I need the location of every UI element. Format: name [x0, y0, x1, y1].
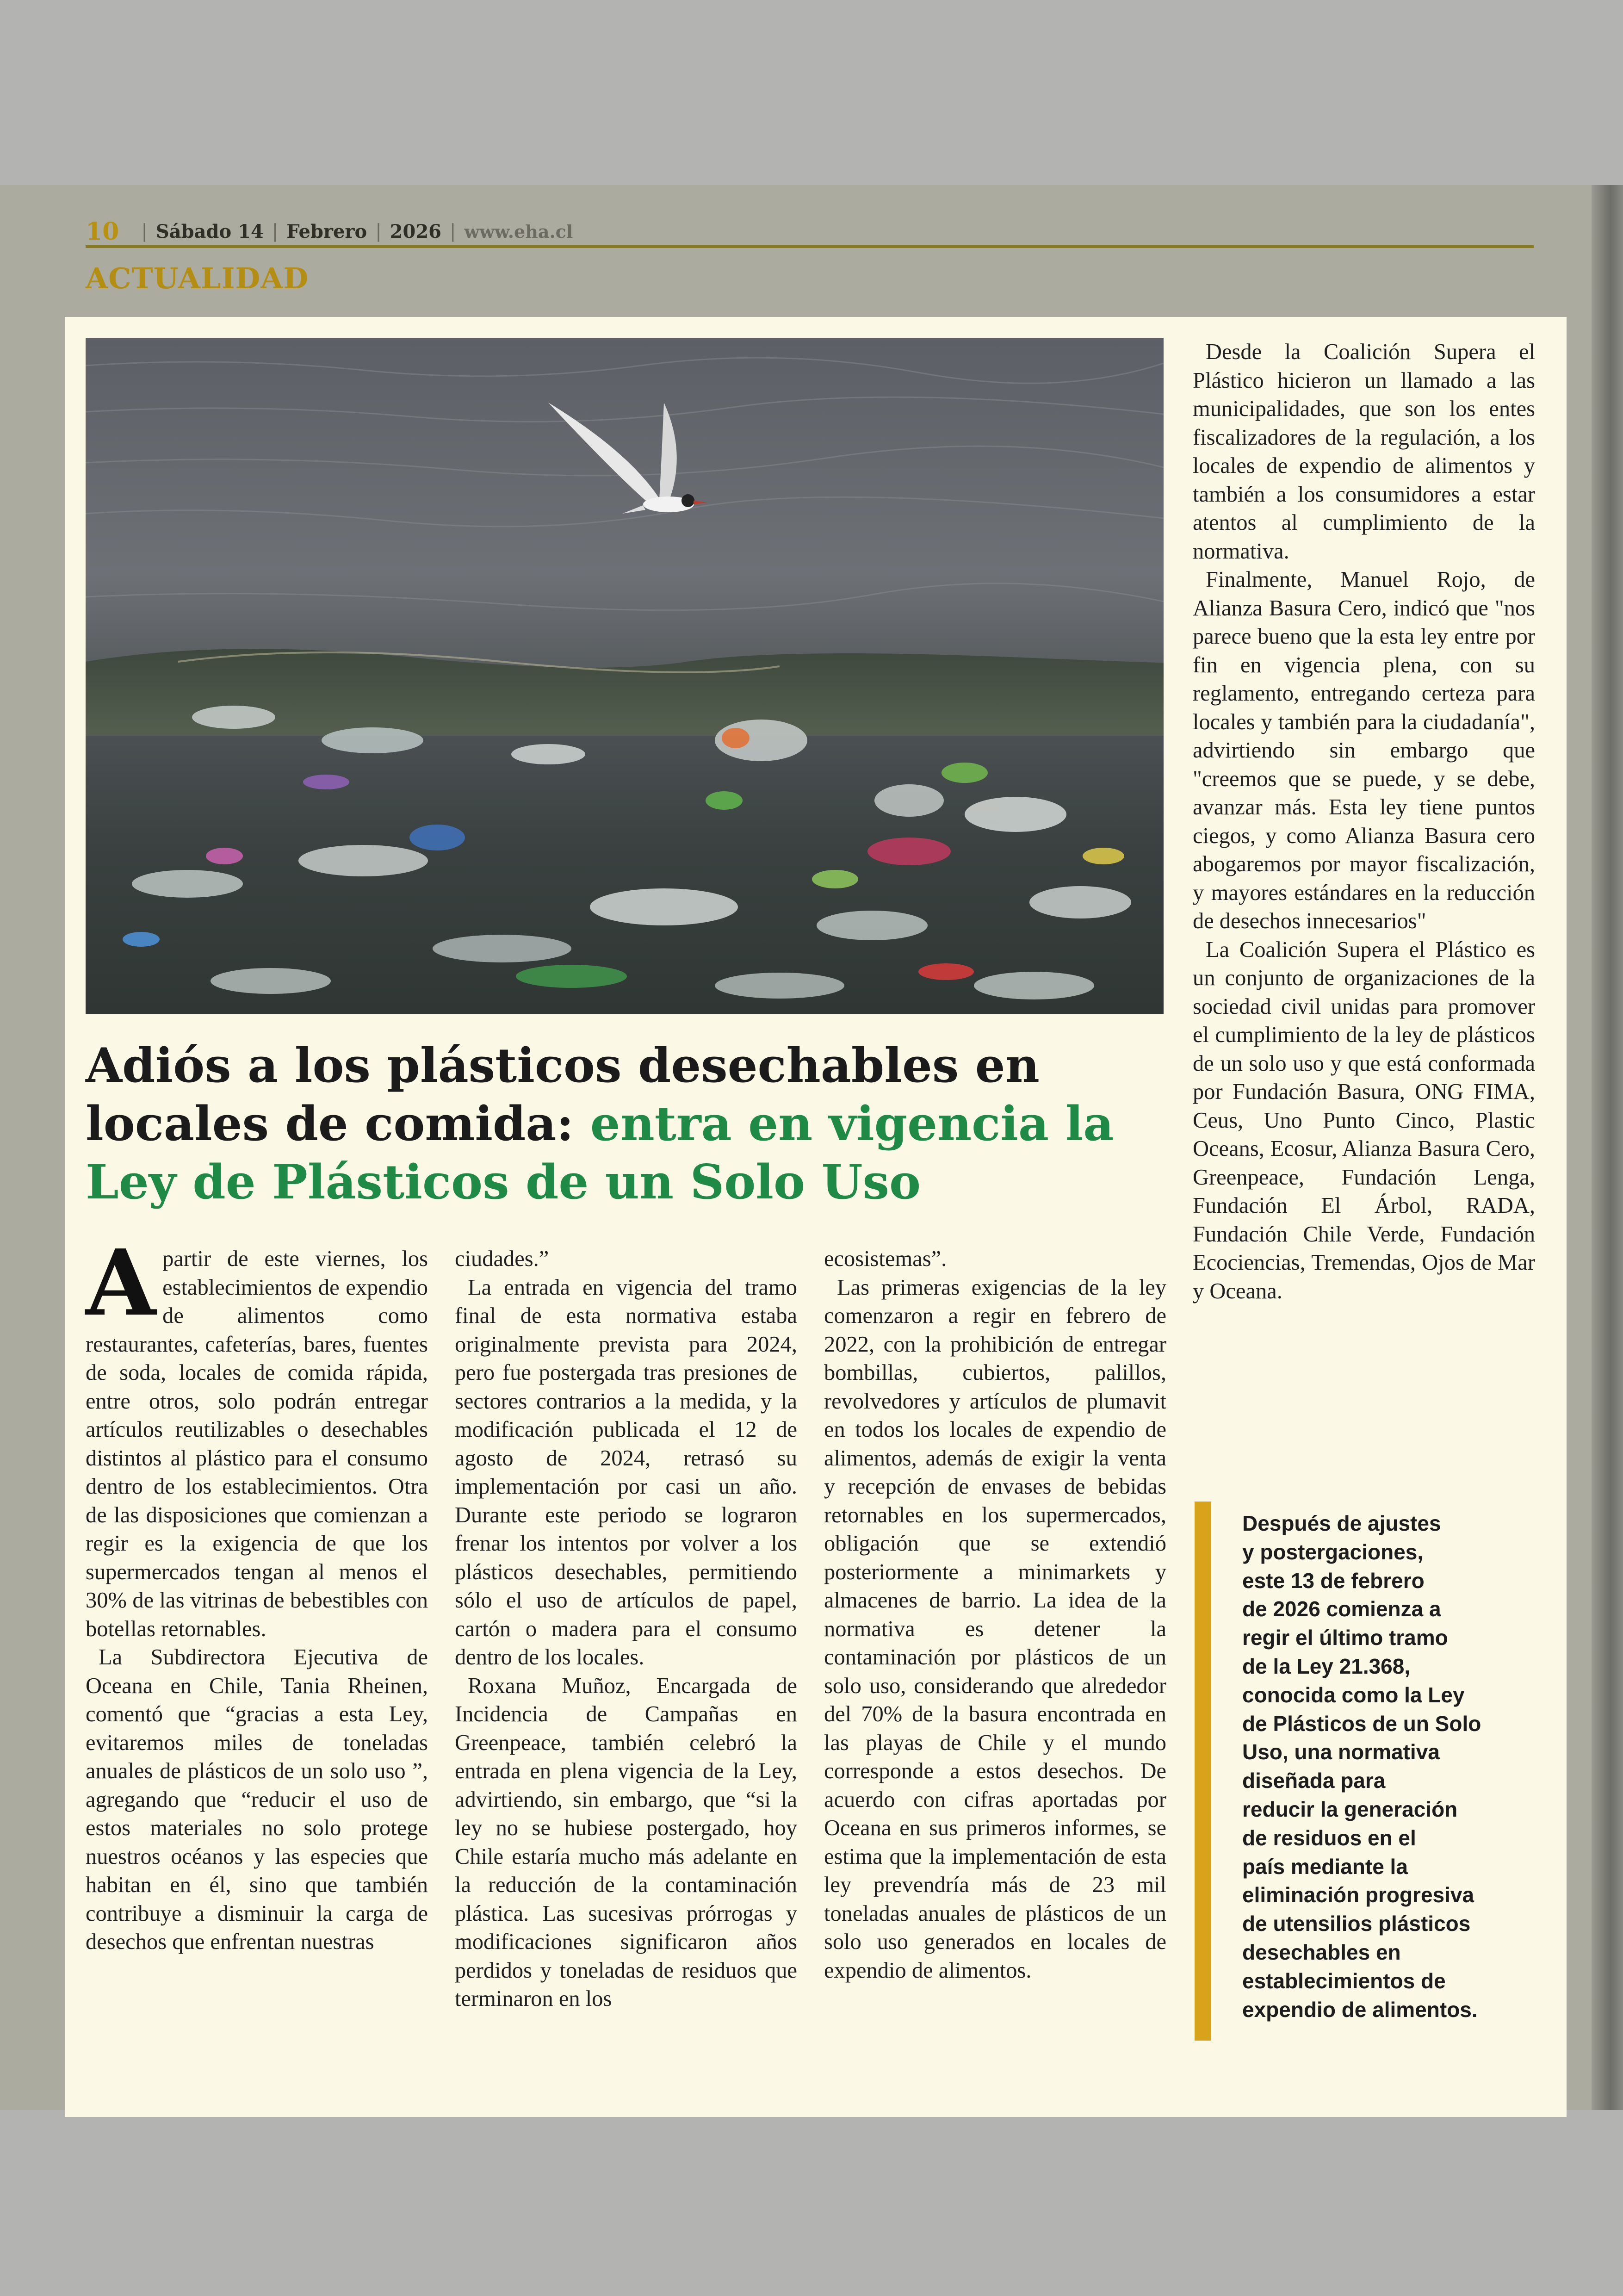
- paragraph: ciudades.”: [455, 1247, 549, 1271]
- header-separator: |: [272, 221, 279, 242]
- section-title: ACTUALIDAD: [86, 261, 309, 295]
- headline-main: Adiós a los plásticos desechables en locales de comida:: [86, 1038, 1040, 1152]
- page-edge-shadow: [1592, 185, 1623, 2110]
- header-url: www.eha.cl: [464, 221, 573, 242]
- paragraph: ecosistemas”.: [824, 1247, 947, 1271]
- header-separator: |: [141, 221, 148, 242]
- header-separator: |: [450, 221, 456, 242]
- callout-line: establecimientos de: [1242, 1968, 1446, 1993]
- callout-line: de la Ley 21.368,: [1242, 1654, 1411, 1678]
- header-rule: [86, 245, 1534, 248]
- callout-line: y postergaciones,: [1242, 1539, 1424, 1564]
- article-headline: [86, 1036, 1168, 1211]
- paragraph: La Subdirectora Ejecutiva de Oceana en Chile, Tania Rheinen, comentó que “gracias a esta Ley, evitaremos miles de toneladas anuales de plásticos de un solo uso ”, agregando que “reducir el uso de estos materiales no solo protege nuestros océanos y las especies que habitan en él, sino que también contribuye a disminuir la carga de desechos que enfrentan nuestras: [86, 1645, 428, 1954]
- paragraph: La entrada en vigencia del tramo final de esta normativa estaba originalmente prevista para 2024, pero fue postergada tras presiones de sectores contrarios a la medida, y la modificación publicada el 12 de agosto de 2024, retrasó su implementación por casi un año. Durante este periodo se lograron frenar los intentos por volver a los plásticos desechables, permitiendo sólo el uso de artículos de papel, cartón o madera para el consumo dentro de los locales.: [455, 1275, 797, 1669]
- article-column-1: [86, 1230, 428, 1956]
- photo-sea-plastic: [86, 338, 1164, 1014]
- callout-line: Uso, una normativa: [1242, 1740, 1440, 1764]
- callout-line: desechables en: [1242, 1940, 1401, 1964]
- callout-line: este 13 de febrero: [1242, 1568, 1425, 1593]
- header-separator: |: [375, 221, 382, 242]
- paragraph: Desde la Coalición Supera el Plástico hicieron un llamado a las municipalidades, que son los entes fiscalizadores de la regulación, a los locales de expendio de alimentos y también a los consumidores a estar atentos al cumplimiento de la normativa.: [1193, 340, 1535, 564]
- callout-line: reducir la generación: [1242, 1797, 1458, 1821]
- paragraph: Roxana Muñoz, Encargada de Incidencia de Campañas en Greenpeace, también celebró la entrada en plena vigencia de la Ley, advirtiendo, sin embargo, que “si la ley no se hubiese postergado, hoy Chile estaría mucho más adelante en la reducción de la contaminación plástica. Las sucesivas prórrogas y modificaciones significaron años perdidos y toneladas de residuos que terminaron en los: [455, 1673, 797, 2011]
- callout-line: de 2026 comienza a: [1242, 1597, 1441, 1621]
- callout-line: de residuos en el: [1242, 1825, 1416, 1850]
- callout-line: eliminación progresiva: [1242, 1883, 1474, 1907]
- pull-quote: [1242, 1509, 1538, 2024]
- callout-line: de Plásticos de un Solo: [1242, 1711, 1481, 1736]
- header-month: Febrero: [286, 220, 367, 242]
- paragraph: La Coalición Supera el Plástico es un conjunto de organizaciones de la sociedad civil unidas para promover el cumplimiento de la ley de plásticos de un solo uso y que está conformada por Fundación Basura, ONG FIMA, Ceus, Uno Punto Cinco, Plastic Oceans, Ecosur, Alianza Basura Cero, Greenpeace, Fundación Lenga, Fundación El Árbol, RADA, Fundación Chile Verde, Fundación Ecociencias, Tremendas, Ojos de Mar y Oceana.: [1193, 937, 1535, 1303]
- headline-highlight: entra en vigencia la Ley de Plásticos de un Solo Uso: [86, 1096, 1114, 1210]
- callout-line: Después de ajustes: [1242, 1511, 1441, 1535]
- page-header: [86, 215, 1534, 248]
- paragraph: Finalmente, Manuel Rojo, de Alianza Basura Cero, indicó que "nos parece bueno que la esta ley entre por fin en vigencia plena, con su reglamento, entregando certeza para locales y también para la ciudadanía", advirtiendo sin embargo que "creemos que se puede, y se debe, avanzar más. Esta ley tiene puntos ciegos, y como Alianza Basura cero abogaremos por mayor fiscalización, y mayores estándares en la reducción de desechos innecesarios": [1193, 567, 1535, 933]
- callout-accent-bar: [1195, 1502, 1211, 2041]
- header-year: 2026: [390, 220, 441, 242]
- callout-line: expendio de alimentos.: [1242, 1997, 1478, 2022]
- page-number: 10: [86, 217, 119, 246]
- callout-line: conocida como la Ley: [1242, 1682, 1465, 1707]
- header-day: Sábado 14: [155, 220, 264, 242]
- article-column-3: [824, 1245, 1166, 1985]
- paragraph: partir de este viernes, los establecimientos de expendio de alimentos como restaurantes, cafeterías, bares, fuentes de soda, locales de comida rápida, entre otros, solo podrán entregar artículos reutilizables o desechables distintos al plástico para el consumo dentro de los establecimientos. Otra de las disposiciones que comienzan a regir es la exigencia de que los supermercados tengan al menos el 30% de las vitrinas de bebestibles con botellas retornables.: [86, 1247, 428, 1641]
- article-photo: [86, 338, 1164, 1014]
- paragraph: Las primeras exigencias de la ley comenzaron a regir en febrero de 2022, con la prohibición de entregar bombillas, cubiertos, palillos, revolvedores y artículos de plumavit en todos los locales de expendio de alimentos, además de exigir la venta y recepción de envases de bebidas retornables en los supermercados, obligación que se extendió posteriormente a minimarkets y almacenes de barrio. La idea de la normativa es detener la contaminación por plásticos de un solo uso, considerando que alrededor del 70% de la basura encontrada en las playas de Chile y el mundo corresponde a estos desechos. De acuerdo con cifras aportadas por Oceana en sus primeros informes, se estima que la implementación de esta ley prevendría más de 23 mil toneladas anuales de plásticos de un solo uso generados en locales de expendio de alimentos.: [824, 1275, 1166, 1983]
- callout-line: país mediante la: [1242, 1854, 1408, 1879]
- drop-cap: A: [86, 1230, 156, 1336]
- article-column-4: [1193, 338, 1535, 1305]
- article-column-2: [455, 1245, 797, 2013]
- callout-line: de utensilios plásticos: [1242, 1911, 1471, 1936]
- callout-line: diseñada para: [1242, 1769, 1386, 1793]
- callout-line: regir el último tramo: [1242, 1626, 1448, 1650]
